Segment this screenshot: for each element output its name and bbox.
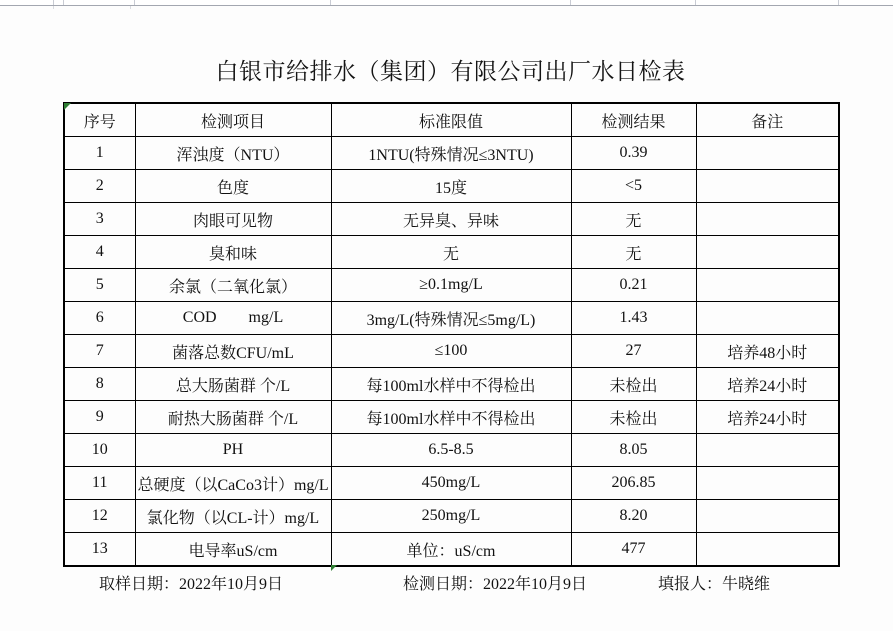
grid-line — [330, 0, 331, 5]
result-cell[interactable]: 1.43 — [571, 302, 696, 335]
item-cell[interactable]: 总硬度（以CaCo3计）mg/L — [135, 467, 331, 500]
limit-cell[interactable]: 250mg/L — [331, 500, 571, 533]
table-row — [64, 467, 839, 500]
result-cell[interactable]: 未检出 — [571, 368, 696, 401]
no-cell[interactable]: 5 — [64, 269, 135, 302]
col-header-note[interactable]: 备注 — [696, 103, 839, 137]
no-cell[interactable]: 7 — [64, 335, 135, 368]
item-cell[interactable]: 肉眼可见物 — [135, 203, 331, 236]
no-cell[interactable]: 2 — [64, 170, 135, 203]
test-date-label[interactable]: 检测日期：2022年10月9日 — [403, 576, 588, 593]
item-cell[interactable]: 色度 — [135, 170, 331, 203]
limit-cell[interactable]: 无 — [331, 236, 571, 269]
limit-cell[interactable]: 15度 — [331, 170, 571, 203]
result-cell[interactable]: <5 — [571, 170, 696, 203]
note-cell[interactable]: 培养24小时 — [696, 368, 839, 401]
grid-tick — [130, 6, 131, 9]
excel-flag-icon — [64, 103, 71, 110]
table-row — [64, 335, 839, 368]
item-cell[interactable]: PH — [135, 434, 331, 467]
page-title: 白银市给排水（集团）有限公司出厂水日检表 — [215, 59, 686, 84]
limit-cell[interactable]: 450mg/L — [331, 467, 571, 500]
limit-cell[interactable]: 无异臭、异味 — [331, 203, 571, 236]
grid-line — [838, 0, 839, 5]
note-cell[interactable] — [696, 236, 839, 269]
note-cell[interactable]: 培养48小时 — [696, 335, 839, 368]
limit-cell[interactable]: ≤100 — [331, 335, 571, 368]
note-cell[interactable] — [696, 170, 839, 203]
note-cell[interactable]: 培养24小时 — [696, 401, 839, 434]
table-row — [64, 500, 839, 533]
limit-cell[interactable]: 单位：uS/cm — [331, 533, 571, 567]
no-cell[interactable]: 12 — [64, 500, 135, 533]
table-row — [64, 368, 839, 401]
excel-flag-icon — [331, 565, 337, 571]
result-cell[interactable]: 8.20 — [571, 500, 696, 533]
sampling-date-label[interactable]: 取样日期：2022年10月9日 — [99, 576, 284, 593]
item-cell[interactable]: 余氯（二氧化氯） — [135, 269, 331, 302]
limit-cell[interactable]: 每100ml水样中不得检出 — [331, 401, 571, 434]
note-cell[interactable] — [696, 137, 839, 170]
result-cell[interactable]: 无 — [571, 236, 696, 269]
note-cell[interactable] — [696, 533, 839, 567]
item-cell[interactable]: 耐热大肠菌群 个/L — [135, 401, 331, 434]
table-row — [64, 302, 839, 335]
result-cell[interactable]: 无 — [571, 203, 696, 236]
table-row — [64, 170, 839, 203]
result-cell[interactable]: 0.21 — [571, 269, 696, 302]
table-row — [64, 236, 839, 269]
item-cell[interactable]: 总大肠菌群 个/L — [135, 368, 331, 401]
no-cell[interactable]: 9 — [64, 401, 135, 434]
no-cell[interactable]: 11 — [64, 467, 135, 500]
no-cell[interactable]: 1 — [64, 137, 135, 170]
table-row — [64, 533, 839, 567]
no-cell[interactable]: 4 — [64, 236, 135, 269]
no-cell[interactable]: 10 — [64, 434, 135, 467]
limit-cell[interactable]: 1NTU(特殊情况≤3NTU) — [331, 137, 571, 170]
table-row — [64, 203, 839, 236]
result-cell[interactable]: 27 — [571, 335, 696, 368]
no-cell[interactable]: 6 — [64, 302, 135, 335]
col-header-no[interactable]: 序号 — [64, 103, 135, 137]
result-cell[interactable]: 未检出 — [571, 401, 696, 434]
limit-cell[interactable]: 3mg/L(特殊情况≤5mg/L) — [331, 302, 571, 335]
item-cell[interactable]: 电导率uS/cm — [135, 533, 331, 567]
item-cell[interactable]: COD mg/L — [135, 302, 331, 335]
col-header-item[interactable]: 检测项目 — [135, 103, 331, 137]
result-cell[interactable]: 0.39 — [571, 137, 696, 170]
grid-line — [63, 0, 64, 5]
no-cell[interactable]: 8 — [64, 368, 135, 401]
note-cell[interactable] — [696, 203, 839, 236]
no-cell[interactable]: 13 — [64, 533, 135, 567]
grid-line — [695, 0, 696, 5]
item-cell[interactable]: 臭和味 — [135, 236, 331, 269]
result-cell[interactable]: 477 — [571, 533, 696, 567]
table-row — [64, 401, 839, 434]
result-cell[interactable]: 206.85 — [571, 467, 696, 500]
grid-tick — [53, 6, 54, 9]
col-header-limit[interactable]: 标准限值 — [331, 103, 571, 137]
no-cell[interactable]: 3 — [64, 203, 135, 236]
note-cell[interactable] — [696, 467, 839, 500]
item-cell[interactable]: 菌落总数CFU/mL — [135, 335, 331, 368]
grid-line — [134, 0, 135, 5]
limit-cell[interactable]: 6.5-8.5 — [331, 434, 571, 467]
spreadsheet-grid-strip — [0, 0, 893, 6]
grid-line — [53, 0, 54, 5]
table-row — [64, 434, 839, 467]
item-cell[interactable]: 氯化物（以CL-计）mg/L — [135, 500, 331, 533]
table-row — [64, 137, 839, 170]
limit-cell[interactable]: ≥0.1mg/L — [331, 269, 571, 302]
col-header-result[interactable]: 检测结果 — [571, 103, 696, 137]
table-row — [64, 269, 839, 302]
note-cell[interactable] — [696, 269, 839, 302]
note-cell[interactable] — [696, 434, 839, 467]
table-header-row — [64, 103, 839, 137]
limit-cell[interactable]: 每100ml水样中不得检出 — [331, 368, 571, 401]
note-cell[interactable] — [696, 500, 839, 533]
result-cell[interactable]: 8.05 — [571, 434, 696, 467]
item-cell[interactable]: 浑浊度（NTU） — [135, 137, 331, 170]
water-inspection-table — [63, 102, 840, 567]
grid-line — [570, 0, 571, 5]
reporter-label[interactable]: 填报人：牛晓维 — [658, 576, 771, 593]
note-cell[interactable] — [696, 302, 839, 335]
